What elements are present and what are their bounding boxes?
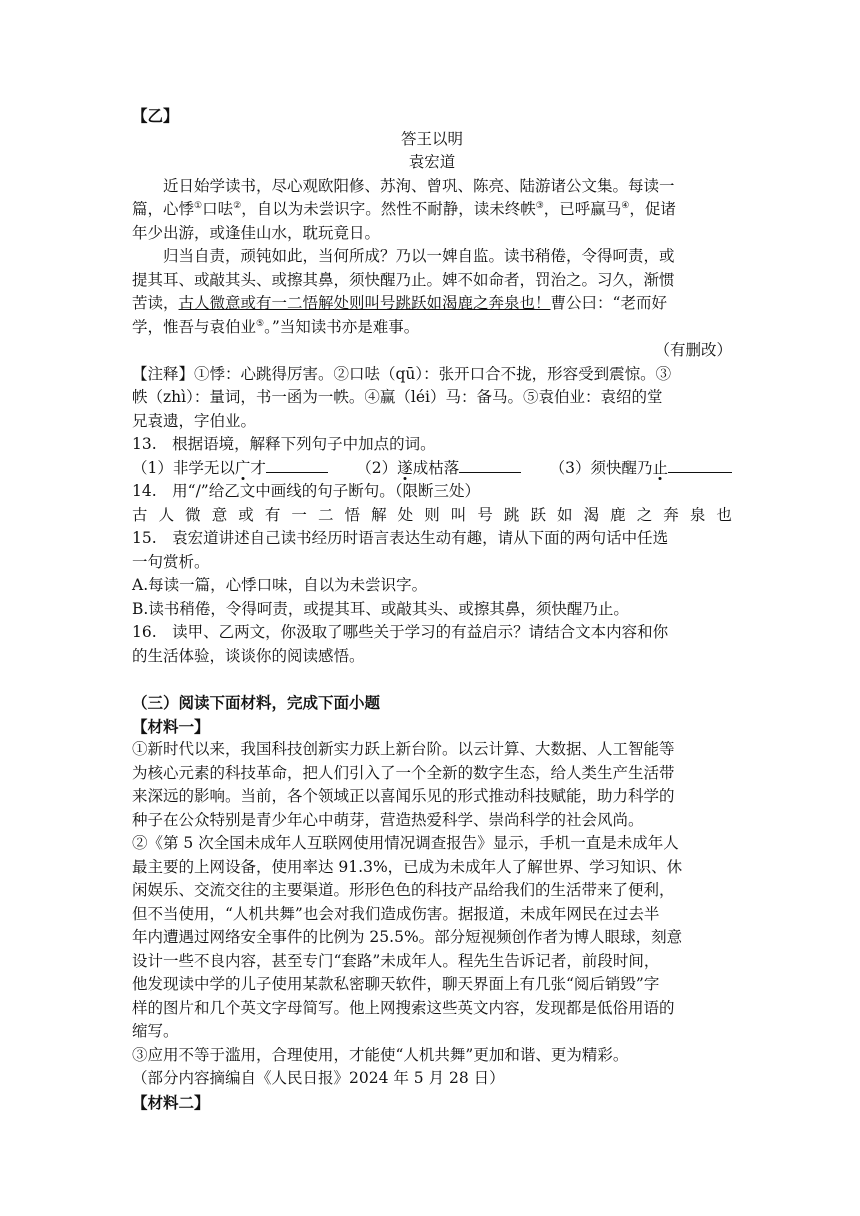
sentence-to-punctuate[interactable] [132, 504, 732, 528]
sentence-char: 则 [424, 505, 440, 524]
material-line: 闲娱乐、交流交往的主要渠道。形形色色的科技产品给我们的生活带来了便利， [132, 881, 675, 899]
essay-line: 近日始学读书，尽心观欧阳修、苏洵、曾巩、陈亮、陆游诸公文集。每读一 [163, 176, 675, 195]
material-label: 【材料一】 [132, 716, 210, 736]
material-source: （部分内容摘编自《人民日报》2024 年 5 月 28 日） [132, 1069, 505, 1087]
question-15: 一句赏析。 [132, 552, 210, 571]
question-14: 14. 用“/”给乙文中画线的句子断句。（限断三处） [132, 482, 480, 500]
material-line: 样的图片和几个英文字母简写。他上网搜索这些英文内容，发现都是低俗用语的 [132, 998, 675, 1017]
q13-item-1: （1）非学无以广才 [132, 457, 328, 481]
material-line: 年内遭遇过网络安全事件的比例为 25.5%。部分短视频创作者为博人眼球，刻意 [132, 928, 683, 946]
sentence-char: 号 [477, 505, 493, 524]
sentence-char: 鹿 [610, 505, 626, 524]
question-13-items [132, 457, 732, 481]
sentence-char: 奔 [663, 505, 679, 524]
sentence-char: 二 [317, 505, 334, 524]
q13-item-3: （3）须快醒乃止 [550, 457, 732, 481]
material-line: 缩写。 [132, 1022, 179, 1040]
question-16: 的生活体验，谈谈你的阅读感悟。 [132, 646, 365, 665]
sentence-char: 悟 [344, 505, 361, 524]
essay-line: 归当自责，顽钝如此，当何所成？乃以一婢自监。读书稍倦，令得呵责，或 [163, 247, 675, 265]
question-16: 16. 读甲、乙两文，你汲取了哪些关于学习的有益启示？请结合文本内容和你 [132, 623, 669, 641]
material-line: 但不当使用，“人机共舞”也会对我们造成伤害。据报道，未成年网民在过去半 [132, 904, 660, 923]
sentence-char: 古 [132, 505, 148, 524]
essay-line: 苦读，古人微意或有一二悟解处则叫号跳跃如渴鹿之奔泉也！曹公曰：“老而好 [132, 294, 667, 312]
sentence-char: 叫 [450, 505, 467, 524]
essay-title: 答王以明 [400, 129, 463, 148]
sentence-char: 跃 [530, 505, 546, 524]
material-line: 来深远的影响。当前，各个领域正以喜闻乐见的形式推动科技赋能，助力科学的 [132, 787, 675, 805]
essay-line: 学，惟吾与袁伯业⑤。”当知读书亦是难事。 [132, 317, 420, 336]
material-line: 种子在公众特别是青少年心中萌芽，营造热爱科学、崇尚科学的社会风尚。 [132, 810, 644, 829]
essay-line: 提其耳、或敲其头、或擦其鼻，须快醒乃止。婢不如命者，罚治之。习久，渐惯 [132, 270, 675, 289]
question-15: 15. 袁宏道讲述自己读书经历时语言表达生动有趣，请从下面的两句话中任选 [132, 529, 669, 547]
material-line: ①新时代以来，我国科技创新实力跃上新台阶。以云计算、大数据、人工智能等 [132, 740, 675, 758]
sentence-char: 意 [211, 505, 228, 524]
sentence-char: 渴 [583, 505, 600, 524]
annotation-line: 兄袁遗，字伯业。 [132, 411, 257, 430]
material-line: 最主要的上网设备，使用率达 91.3%，已成为未成年人了解世界、学习知识、休 [132, 857, 683, 876]
answer-blank[interactable] [459, 458, 521, 473]
sentence-char: 处 [397, 505, 414, 524]
sentence-char: 如 [557, 505, 573, 524]
sentence-char: 泉 [689, 505, 706, 524]
sentence-char: 或 [238, 505, 254, 524]
material-line: 设计一些不良内容，甚至专门“套路”未成年人。程先生告诉记者，前段时间， [132, 951, 660, 970]
material-line: ③应用不等于滥用，合理使用，才能使“人机共舞”更加和谐、更为精彩。 [132, 1045, 629, 1064]
option-a: A.每读一篇，心悸口味，自以为未尝识字。 [132, 576, 428, 594]
essay-author: 袁宏道 [408, 153, 456, 171]
section-label-yi: 【乙】 [132, 106, 179, 125]
material-line: ②《第 5 次全国未成年人互联网使用情况调查报告》显示，手机一直是未成年人 [132, 834, 679, 852]
q13-item-2: （2）遂成枯落 [356, 457, 521, 481]
answer-blank[interactable] [668, 458, 732, 473]
option-b: B.读书稍倦，令得呵责，或提其耳、或敲其头、或擦其鼻，须快醒乃止。 [132, 599, 629, 618]
abridged-note: （有删改） [654, 341, 732, 359]
sentence-char: 解 [371, 505, 387, 524]
document-page [132, 104, 732, 1114]
essay-line: 年少出游，或逢佳山水，耽玩竟日。 [132, 223, 381, 242]
sentence-char: 跳 [503, 505, 520, 524]
sentence-char: 人 [158, 505, 175, 524]
answer-blank[interactable] [266, 458, 328, 473]
sentence-char: 微 [185, 505, 201, 524]
material-label: 【材料二】 [132, 1092, 210, 1112]
material-line: 他发现读中学的儿子使用某款私密聊天软件，聊天界面上有几张“阅后销毁”字 [132, 975, 660, 993]
essay-line: 篇，心悸①口呿②，自以为未尝识字。然性不耐静，读未终帙③，已呼赢马④，促诸 [132, 200, 676, 218]
annotation-line: 帙（zhì）：量词，书一函为一帙。④赢（léi）马：备马。⑤袁伯业：袁绍的堂 [132, 388, 663, 406]
annotation-line: 【注释】①悸：心跳得厉害。②口呿（qū）：张开口合不拢，形容受到震惊。③ [132, 364, 672, 383]
section-heading: （三）阅读下面材料，完成下面小题 [132, 693, 381, 712]
sentence-char: 有 [264, 505, 281, 524]
question-13: 13. 根据语境，解释下列句子中加点的词。 [132, 435, 436, 453]
sentence-char: 一 [291, 505, 307, 524]
sentence-char: 也 [716, 505, 732, 524]
sentence-char: 之 [636, 505, 653, 524]
underlined-sentence: 古人微意或有一二悟解处则叫号跳跃如渴鹿之奔泉也！ [178, 294, 551, 312]
material-line: 为核心元素的科技革命，把人们引入了一个全新的数字生态，给人类生产生活带 [132, 763, 675, 782]
